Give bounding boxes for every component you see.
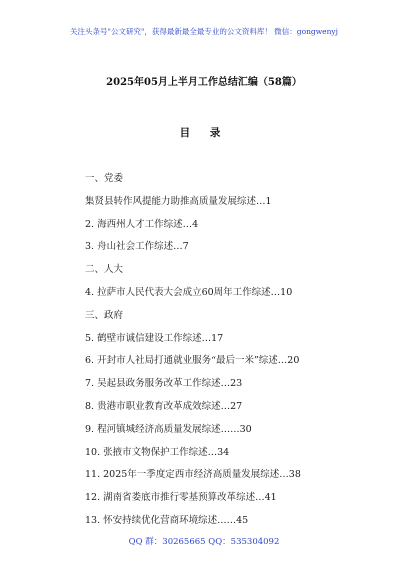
toc-heading: 目 录 (179, 127, 229, 139)
toc-entry: 9. 程河镇城经济高质量发展综述……30 (85, 423, 252, 435)
page-footer-contact: QQ 群：30265665 QQ：535304092 (128, 537, 280, 547)
toc-entry: 13. 怀安持续优化营商环境综述……45 (85, 514, 249, 526)
toc-entry: 2. 海西州人才工作综述…4 (85, 218, 199, 230)
toc-entry: 3. 舟山社会工作综述…7 (85, 241, 189, 253)
toc-section-npc: 二、人大 (85, 264, 124, 276)
toc-entry: 集贤县转作风提能力助推高质量发展综述…1 (85, 195, 272, 207)
toc-entry: 12. 湖南省娄底市推行零基预算改革综述…41 (85, 492, 277, 504)
toc-entry: 11. 2025年一季度定西市经济高质量发展综述…38 (85, 469, 301, 481)
table-of-contents (85, 168, 405, 533)
toc-entry: 10. 张掖市文物保护工作综述…34 (85, 446, 230, 458)
toc-entry: 4. 拉萨市人民代表大会成立60周年工作综述…10 (85, 286, 293, 298)
page-header-banner: 关注头条号"公文研究"，获得最新最全最专业的公文资料库！ 微信：gongwenyj (70, 27, 338, 36)
toc-section-party: 一、党委 (85, 173, 124, 184)
toc-entry: 6. 开封市人社局打通就业服务“最后一米”综述…20 (85, 355, 300, 367)
document-title: 2025年05月上半月工作总结汇编（58篇） (106, 77, 302, 88)
toc-entry: 7. 吴起县政务服务改革工作综述…23 (85, 378, 243, 390)
toc-section-government: 三、政府 (85, 309, 124, 321)
toc-entry: 5. 鹤壁市诚信建设工作综述…17 (85, 332, 224, 344)
toc-entry: 8. 贵港市职业教育改革成效综述…27 (85, 400, 243, 412)
